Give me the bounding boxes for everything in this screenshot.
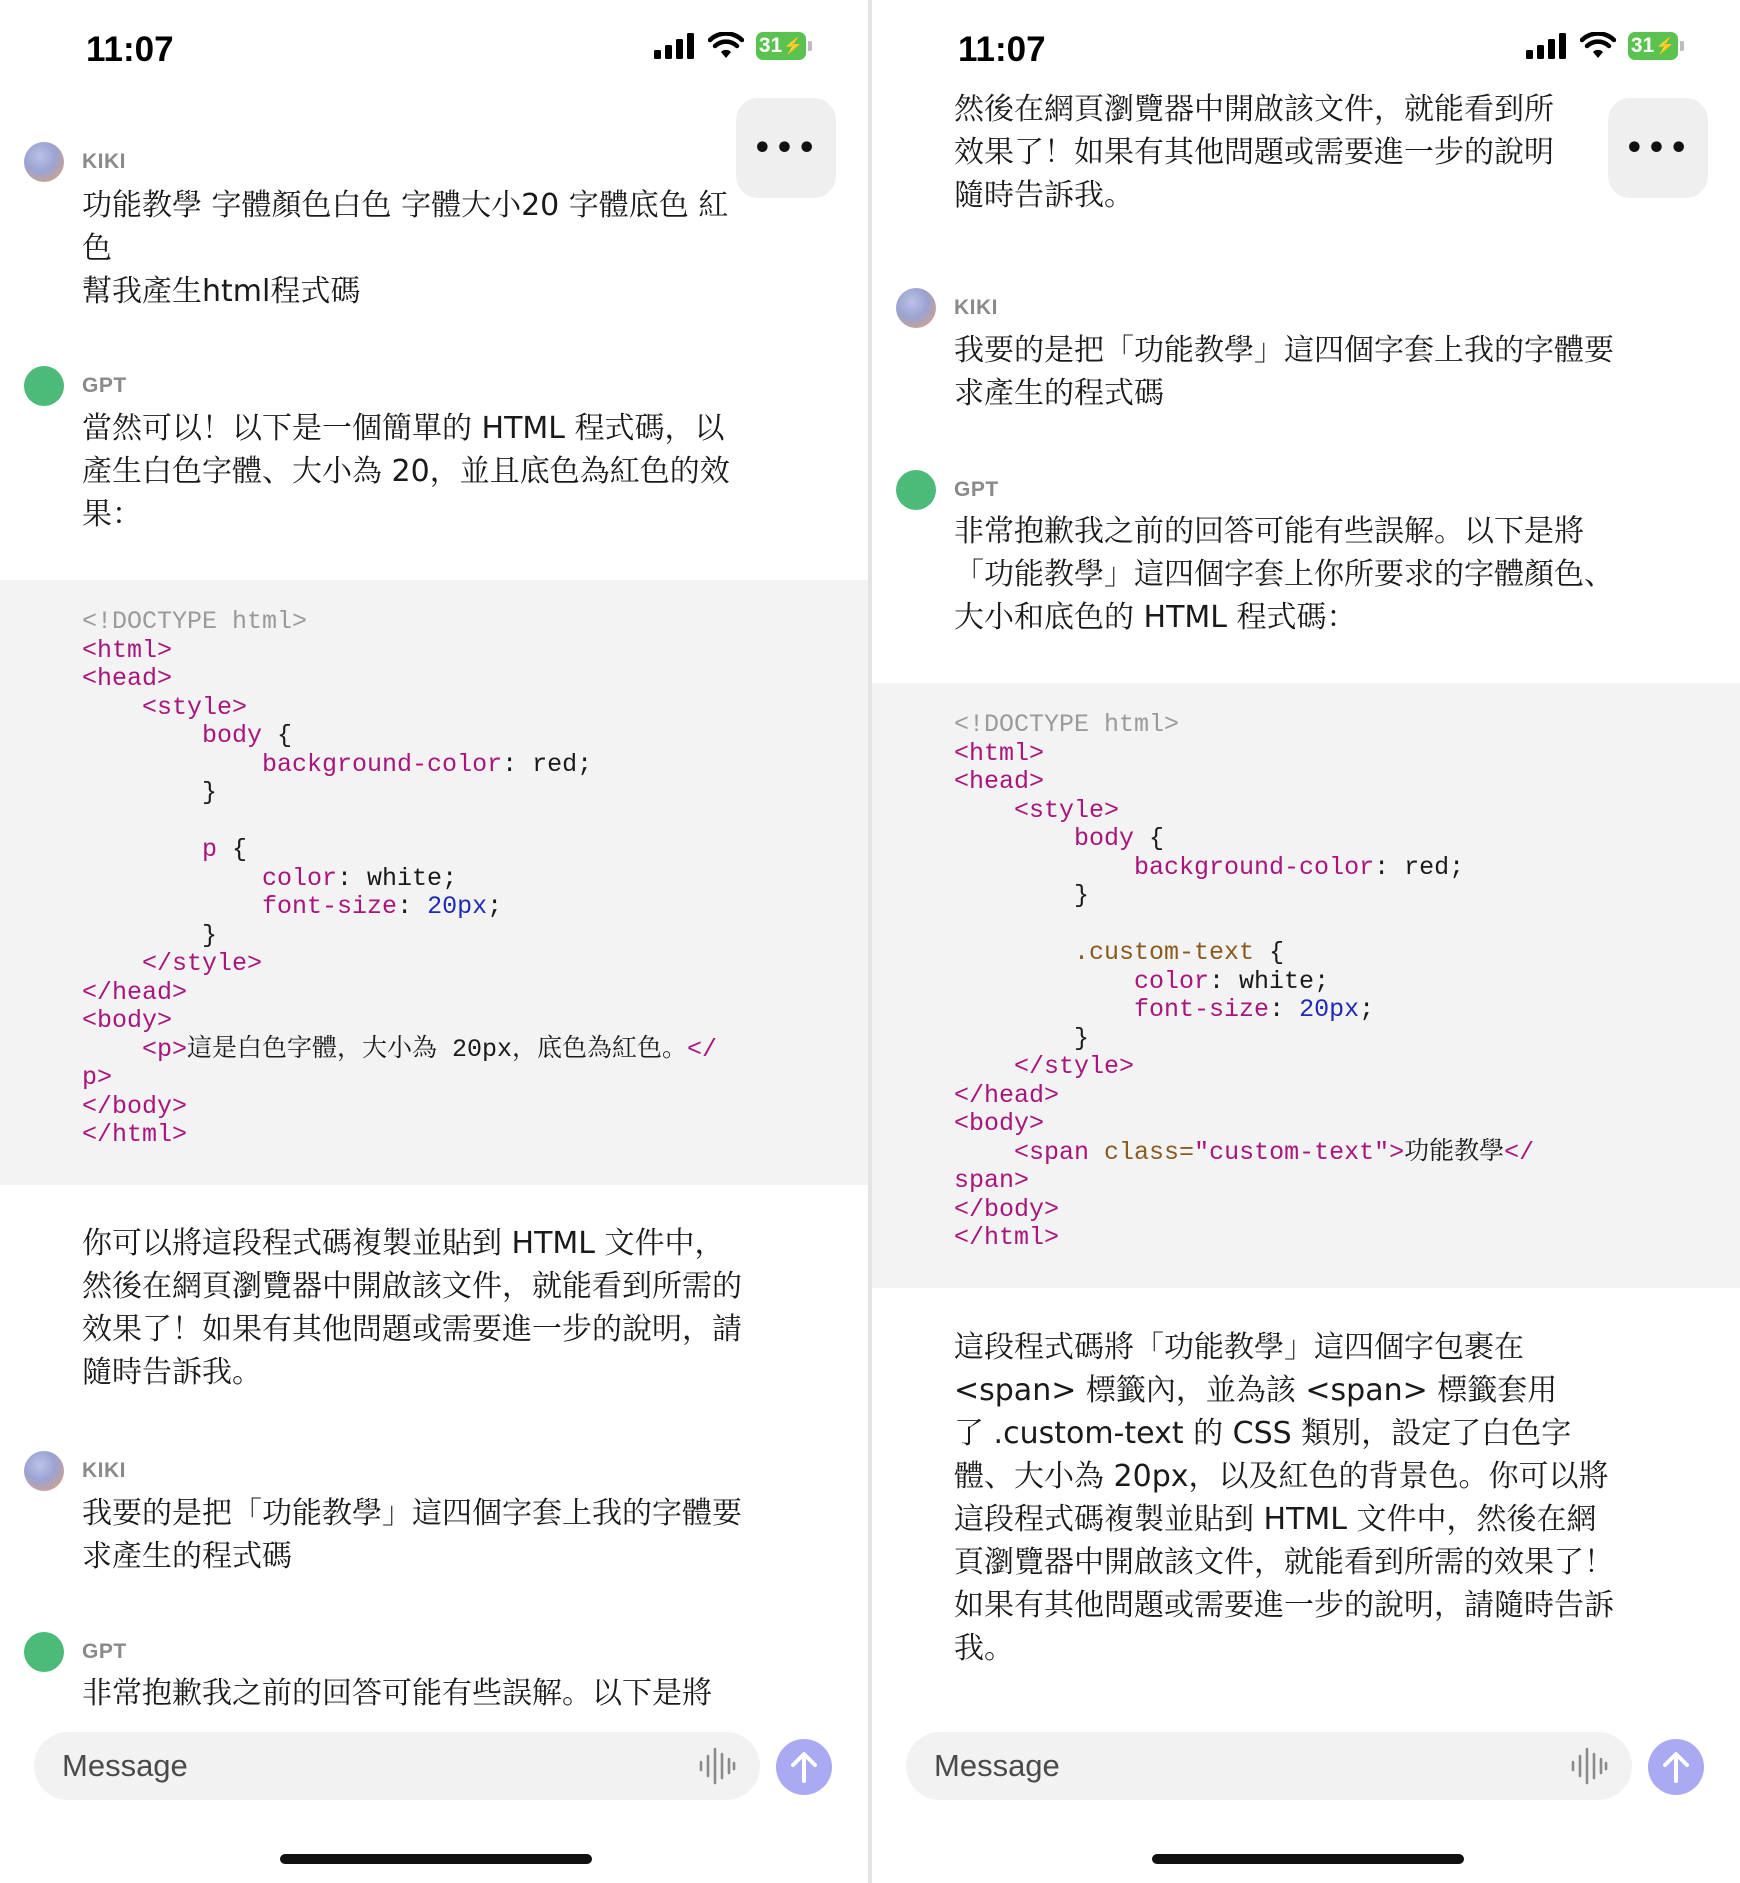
ellipsis-icon: ••• bbox=[752, 130, 820, 166]
cellular-signal-icon bbox=[1526, 33, 1568, 59]
code-block[interactable] bbox=[872, 683, 1740, 1288]
avatar bbox=[24, 1632, 64, 1672]
message-input[interactable] bbox=[62, 1732, 662, 1800]
chat-screen-right bbox=[872, 0, 1740, 1883]
arrow-up-icon bbox=[1661, 1751, 1691, 1783]
waveform-icon[interactable] bbox=[1570, 1746, 1608, 1786]
sender-name: GPT bbox=[954, 478, 999, 501]
user-message: 我要的是把「功能教學」這四個字套上我的字體要 求產生的程式碼 bbox=[82, 1496, 742, 1574]
waveform-icon[interactable] bbox=[698, 1746, 736, 1786]
assistant-message-continued: 你可以將這段程式碼複製並貼到 HTML 文件中， 然後在網頁瀏覽器中開啟該文件，就能看到所需的 效果了！如果有其他問題或需要進一步的說明，請 隨時告訴我。 bbox=[82, 1226, 742, 1390]
code-block[interactable] bbox=[0, 580, 868, 1185]
wifi-icon bbox=[1580, 32, 1616, 60]
assistant-message-continued: 然後在網頁瀏覽器中開啟該文件，就能看到所 效果了！如果有其他問題或需要進一步的說明 隨時告訴我。 bbox=[954, 92, 1554, 213]
status-time: 11:07 bbox=[86, 30, 174, 69]
message-composer bbox=[34, 1732, 760, 1800]
code-text: <!DOCTYPE html> <html> <head> <style> body { background-color: red; } p { color: white; font-size: 20px; } </style> </head> <body> <p>這是白色字體，大小為 20px，底色為紅色。</ p> </body> </html> bbox=[82, 607, 718, 1149]
sender-name: GPT bbox=[82, 374, 127, 397]
user-message: 我要的是把「功能教學」這四個字套上我的字體要 求產生的程式碼 bbox=[954, 333, 1614, 411]
message-composer bbox=[906, 1732, 1632, 1800]
ellipsis-icon: ••• bbox=[1624, 130, 1692, 166]
status-bar bbox=[0, 26, 868, 74]
more-options-button[interactable] bbox=[736, 98, 836, 198]
chat-screen-left bbox=[0, 0, 868, 1883]
avatar bbox=[896, 470, 936, 510]
sender-name: KIKI bbox=[82, 1459, 126, 1482]
assistant-message-continued: 這段程式碼將「功能教學」這四個字包裹在 <span> 標籤內，並為該 <span> 標籤套用 了 .custom-text 的 CSS 類別，設定了白色字 體、大小為 20px，以及紅色的背景色。你可以將 這段程式碼複製並貼到 HTML 文件中，然後在網 頁瀏覽器中開啟該文件，就能看到所需的效果了！ 如果有其他問題或需要進一步的說明，請隨時告訴 我。 bbox=[954, 1330, 1614, 1666]
battery-icon: 31 ⚡ bbox=[1628, 32, 1684, 60]
sender-name: KIKI bbox=[82, 150, 126, 173]
battery-icon: 31 ⚡ bbox=[756, 32, 812, 60]
sender-name: GPT bbox=[82, 1640, 127, 1663]
status-time: 11:07 bbox=[958, 30, 1046, 69]
user-message: 功能教學 字體顏色白色 字體大小20 字體底色 紅 色 幫我產生html程式碼 bbox=[82, 188, 729, 309]
send-button[interactable] bbox=[1648, 1739, 1704, 1795]
code-text: <!DOCTYPE html> <html> <head> <style> body { background-color: red; } .custom-text { color: white; font-size: 20px; } </style> </head> <body> <span class="custom-text">功能教學</ span> </body> </html> bbox=[954, 710, 1535, 1252]
home-indicator bbox=[280, 1854, 592, 1864]
assistant-message: 非常抱歉我之前的回答可能有些誤解。以下是將 bbox=[82, 1676, 712, 1711]
home-indicator bbox=[1152, 1854, 1464, 1864]
assistant-message: 當然可以！以下是一個簡單的 HTML 程式碼，以 產生白色字體、大小為 20，並且底色為紅色的效 果： bbox=[82, 411, 730, 532]
avatar bbox=[24, 366, 64, 406]
avatar bbox=[896, 288, 936, 328]
arrow-up-icon bbox=[789, 1751, 819, 1783]
send-button[interactable] bbox=[776, 1739, 832, 1795]
message-input[interactable] bbox=[934, 1732, 1534, 1800]
cellular-signal-icon bbox=[654, 33, 696, 59]
more-options-button[interactable] bbox=[1608, 98, 1708, 198]
avatar bbox=[24, 1451, 64, 1491]
sender-name: KIKI bbox=[954, 296, 998, 319]
status-bar bbox=[872, 20, 1740, 80]
assistant-message: 非常抱歉我之前的回答可能有些誤解。以下是將 「功能教學」這四個字套上你所要求的字體顏色、 大小和底色的 HTML 程式碼： bbox=[954, 514, 1614, 635]
wifi-icon bbox=[708, 32, 744, 60]
avatar bbox=[24, 142, 64, 182]
